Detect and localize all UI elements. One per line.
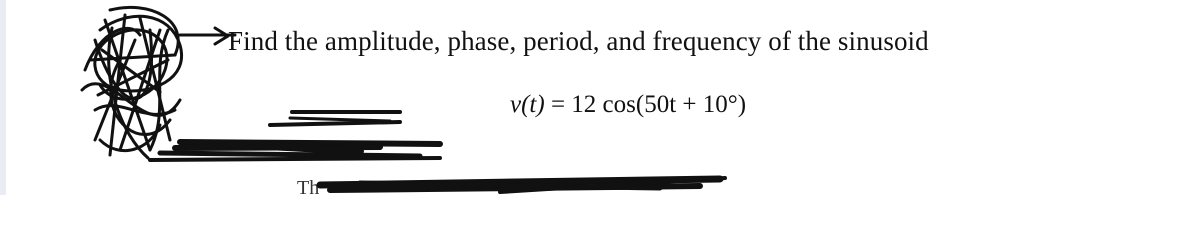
- problem-statement: Find the amplitude, phase, period, and frequency of the sinusoid: [228, 26, 929, 56]
- equation-rhs: = 12 cos(50t + 10°): [550, 91, 747, 118]
- equation-lhs: v(t): [510, 91, 545, 118]
- scribble-knot: [82, 7, 235, 158]
- page-left-edge: [0, 0, 6, 195]
- obscured-text-fragment: Th: [297, 177, 320, 199]
- scribble-lines: [150, 112, 725, 192]
- sinusoid-equation: [510, 88, 746, 122]
